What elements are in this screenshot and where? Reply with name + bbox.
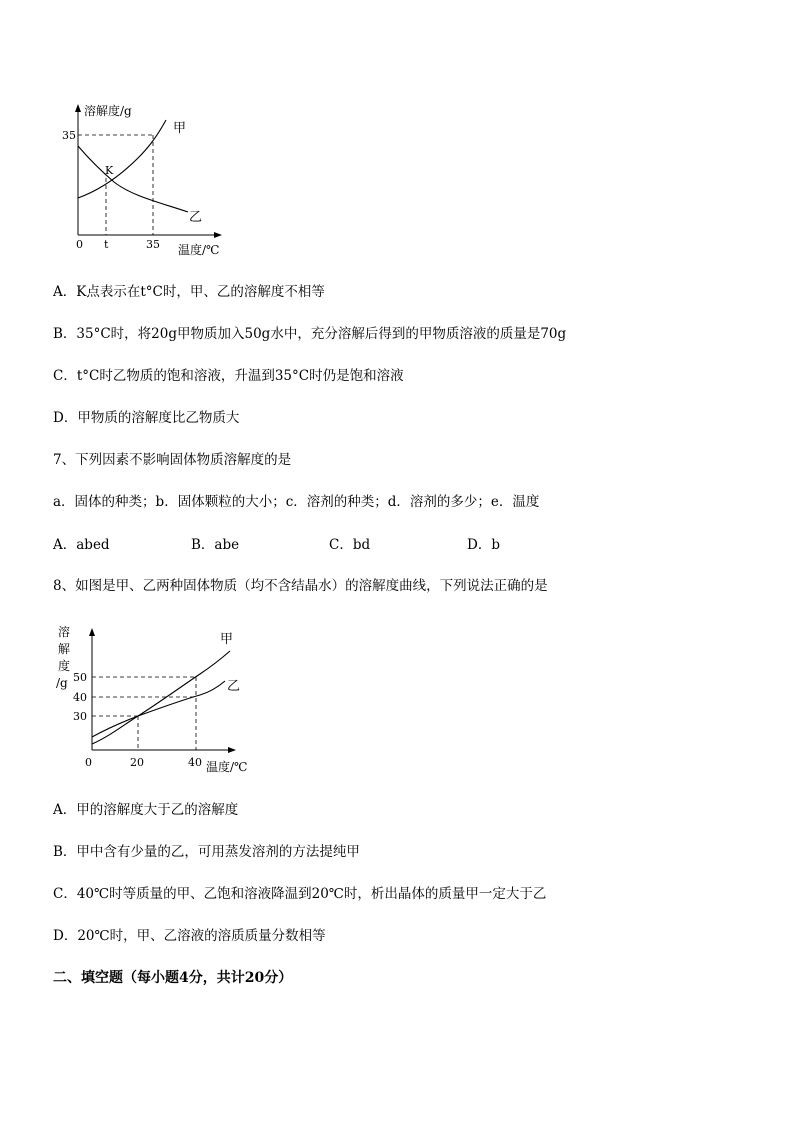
x-tick-label: 35 bbox=[146, 238, 160, 251]
x-tick-label: 0 bbox=[85, 756, 92, 769]
q8-option-d: D．20℃时，甲、乙溶液的溶质质量分数相等 bbox=[53, 928, 326, 944]
q8-option-a: A．甲的溶解度大于乙的溶解度 bbox=[53, 802, 239, 818]
y-axis-label-char: 度 bbox=[58, 659, 71, 673]
x-axis-arrow bbox=[228, 747, 236, 753]
q6-option-b: B．35°C时，将20g甲物质加入50g水中，充分溶解后得到的甲物质溶液的质量是70g bbox=[53, 326, 567, 342]
y-axis-arrow bbox=[89, 628, 95, 636]
q7-option-c: C．bd bbox=[329, 537, 371, 553]
y-axis-label: 溶解度/g bbox=[84, 104, 132, 118]
q8-option-b: B．甲中含有少量的乙，可用蒸发溶剂的方法提纯甲 bbox=[53, 844, 360, 860]
series-label-jia: 甲 bbox=[220, 632, 234, 647]
y-tick-label: 50 bbox=[73, 671, 87, 684]
q7-option-d: D．b bbox=[467, 537, 500, 553]
q6-option-d: D．甲物质的溶解度比乙物质大 bbox=[53, 410, 240, 426]
solubility-graph-2 bbox=[50, 620, 265, 780]
x-axis-arrow bbox=[214, 232, 222, 238]
series-yi-curve bbox=[92, 681, 225, 737]
x-axis-label: 温度/℃ bbox=[206, 760, 248, 774]
y-tick-label: 35 bbox=[62, 129, 76, 142]
q6-option-a: A．K点表示在t°C时，甲、乙的溶解度不相等 bbox=[53, 284, 325, 300]
q8-option-c: C．40℃时等质量的甲、乙饱和溶液降温到20℃时，析出晶体的质量甲一定大于乙 bbox=[53, 886, 547, 902]
y-axis-label-char: 溶 bbox=[58, 625, 71, 639]
series-label-jia: 甲 bbox=[173, 121, 187, 136]
point-k-label: K bbox=[105, 164, 114, 177]
y-axis-label-char: 解 bbox=[58, 642, 71, 656]
x-tick-label: 40 bbox=[188, 756, 202, 769]
y-tick-label: 30 bbox=[73, 710, 87, 723]
series-label-yi: 乙 bbox=[189, 210, 203, 225]
q7-option-b: B．abe bbox=[191, 537, 240, 553]
series-jia-curve bbox=[92, 651, 230, 744]
solubility-graph-1 bbox=[40, 98, 240, 263]
q7-stem: 7、下列因素不影响固体物质溶解度的是 bbox=[53, 452, 292, 468]
series-label-yi: 乙 bbox=[227, 679, 241, 694]
series-yi-curve bbox=[78, 146, 188, 212]
y-tick-label: 40 bbox=[73, 691, 87, 704]
y-axis-arrow bbox=[75, 104, 81, 112]
q7-factors: a．固体的种类；b．固体颗粒的大小；c．溶剂的种类；d．溶剂的多少；e．温度 bbox=[53, 494, 540, 510]
q6-option-c: C．t°C时乙物质的饱和溶液，升温到35°C时仍是饱和溶液 bbox=[53, 368, 404, 384]
q8-stem: 8、如图是甲、乙两种固体物质（均不含结晶水）的溶解度曲线，下列说法正确的是 bbox=[53, 578, 548, 594]
x-axis-label: 温度/℃ bbox=[178, 243, 220, 257]
section-heading: 二、填空题（每小题4分，共计20分） bbox=[53, 970, 293, 986]
q7-option-a: A．abed bbox=[53, 537, 110, 553]
x-tick-label: 20 bbox=[130, 756, 144, 769]
y-axis-label-char: /g bbox=[56, 676, 68, 690]
x-tick-label: t bbox=[104, 238, 109, 251]
x-tick-label: 0 bbox=[76, 238, 83, 251]
